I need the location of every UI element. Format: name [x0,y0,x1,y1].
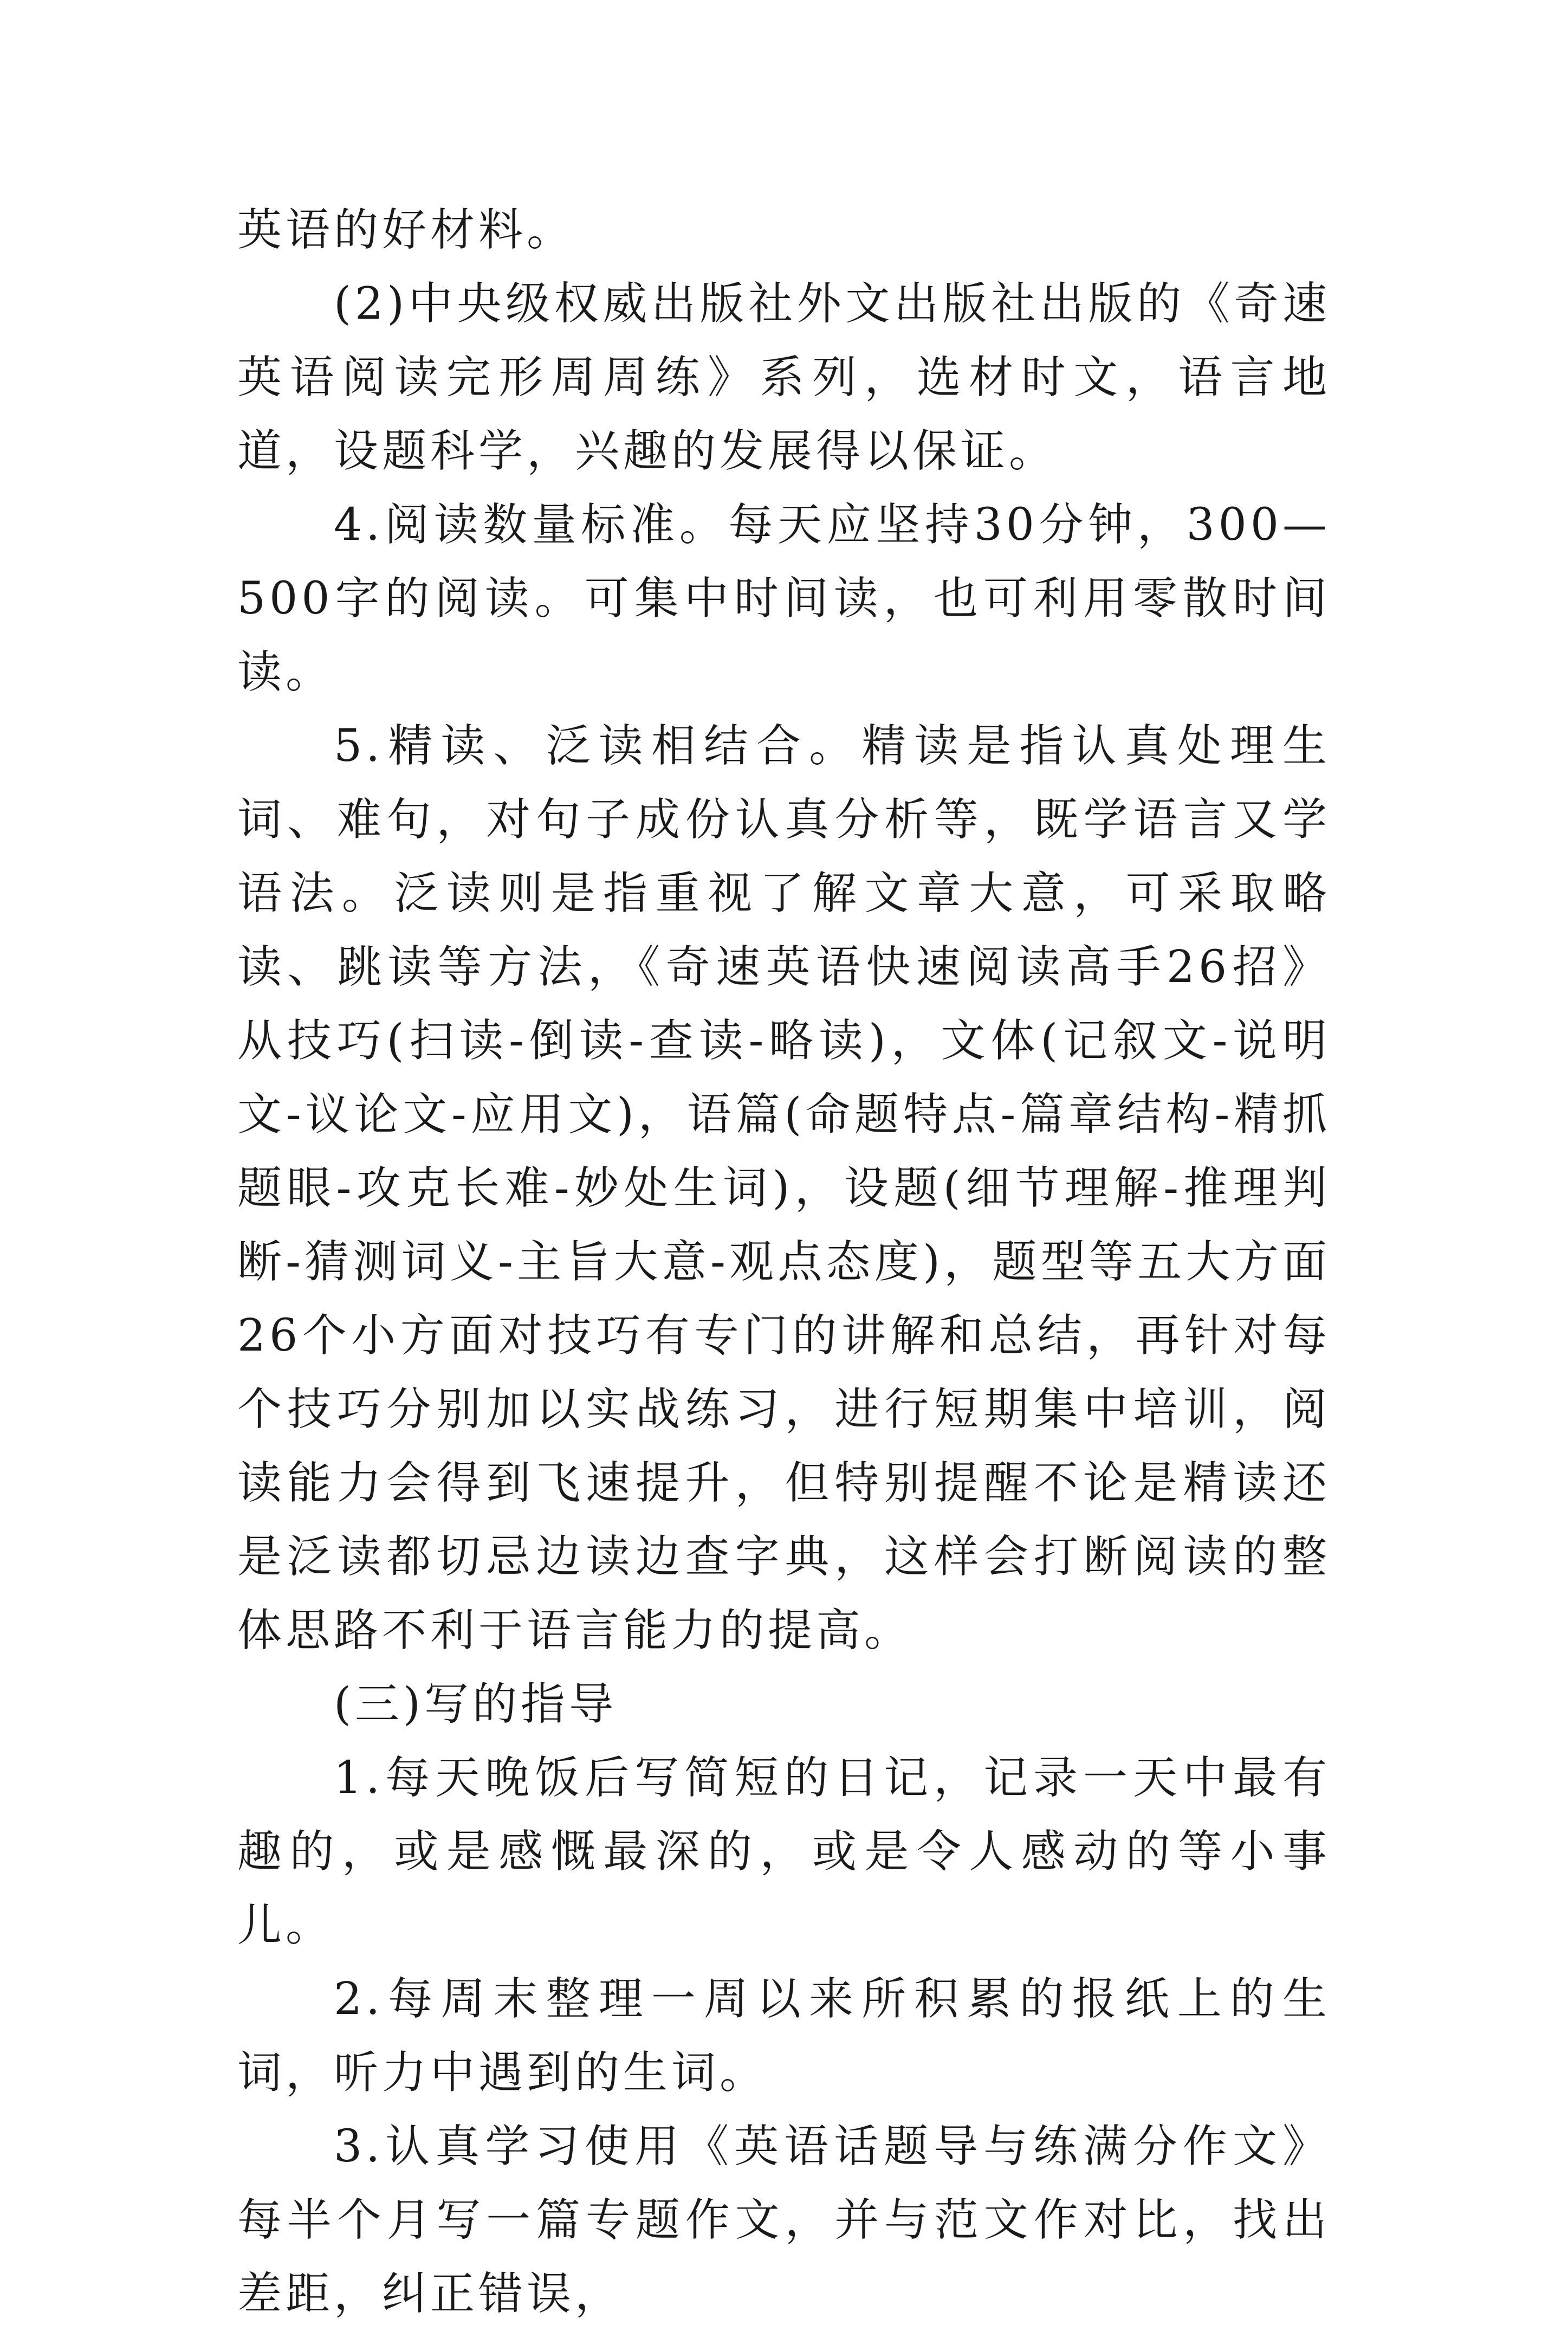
paragraph-intensive-extensive-reading: 5.精读、泛读相结合。精读是指认真处理生词、难句，对句子成份认真分析等，既学语言又学语法。泛读则是指重视了解文章大意，可采取略读、跳读等方法，《奇速英语快速阅读高手26招》从技巧(扫读-倒读-查读-略读)，文体(记叙文-说明文-议论文-应用文)，语篇(命题特点-篇章结构-精抓题眼-攻克长难-妙处生词)，设题(细节理解-推理判断-猜测词义-主旨大意-观点态度)，题型等五大方面26个小方面对技巧有专门的讲解和总结，再针对每个技巧分别加以实战练习，进行短期集中培训，阅读能力会得到飞速提升，但特别提醒不论是精读还是泛读都切忌边读边查字典，这样会打断阅读的整体思路不利于语言能力的提高。 [237,720,1331,1656]
paragraph-writing-3: 3.认真学习使用《英语话题导与练满分作文》每半个月写一篇专题作文，并与范文作对比，找出差距，纠正错误， [237,2121,1331,2320]
paragraph-writing-2: 2.每周末整理一周以来所积累的报纸上的生词，听力中遇到的生词。 [237,1973,1331,2098]
section-heading-writing-guidance: (三)写的指导 [334,1678,617,1730]
document-page [237,193,1331,2331]
paragraph-reading-quantity: 4.阅读数量标准。每天应坚持30分钟，300—500字的阅读。可集中时间读，也可利用零散时间读。 [237,499,1331,698]
paragraph-material-2: (2)中央级权威出版社外文出版社出版的《奇速英语阅读完形周周练》系列，选材时文，语言地道，设题科学，兴趣的发展得以保证。 [237,278,1331,477]
paragraph-writing-1: 1.每天晚饭后写简短的日记，记录一天中最有趣的，或是感慨最深的，或是令人感动的等小事儿。 [237,1752,1331,1951]
paragraph-continuation: 英语的好材料。 [237,204,575,256]
